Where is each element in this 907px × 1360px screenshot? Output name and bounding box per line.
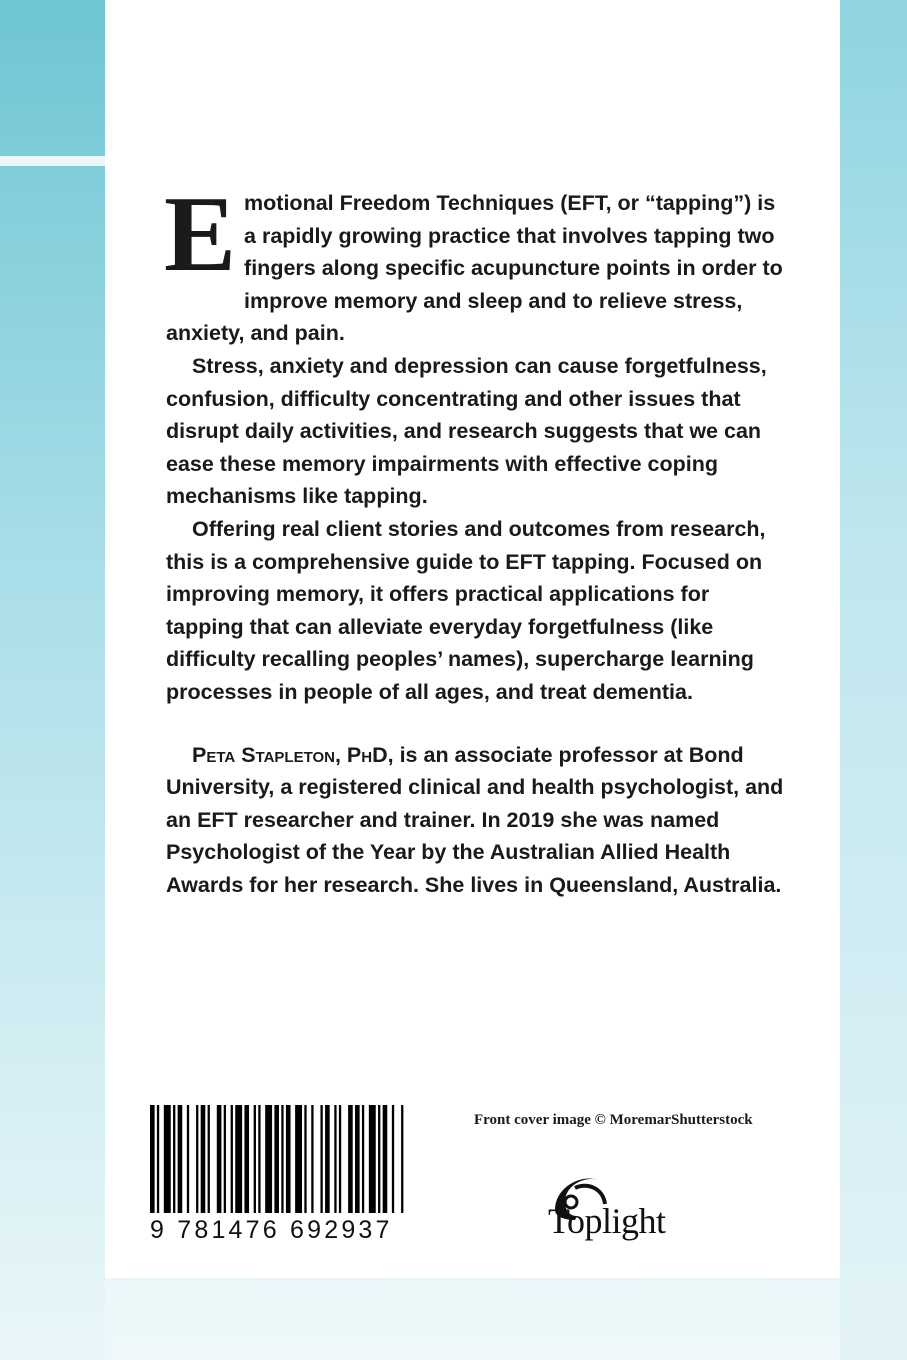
author-bio-text: , is an associate professor at Bond University, a registered clinical and health psychologist, and an EFT researcher and trainer. In 2019 she was named Psychologist of the Year by the Australian Allied Health Awards for her research. She lives in Queensland, Australia. <box>166 742 784 897</box>
cover-image-credit: Front cover image © MoremarShutterstock <box>474 1112 753 1128</box>
barcode-bar <box>150 1105 155 1213</box>
barcode-bar <box>178 1105 183 1213</box>
drop-cap: E <box>164 175 237 294</box>
barcode-bar <box>383 1105 388 1213</box>
barcode-bar <box>254 1105 256 1213</box>
left-white-stripe <box>0 156 105 166</box>
barcode-bar <box>231 1105 233 1213</box>
barcode-bar <box>362 1105 364 1213</box>
barcode-bar <box>265 1105 272 1213</box>
barcode-bar <box>187 1105 189 1213</box>
barcode-bar <box>157 1105 159 1213</box>
barcode-bar <box>196 1105 198 1213</box>
barcode-bar <box>311 1105 313 1213</box>
barcode-bar <box>217 1105 222 1213</box>
barcode-bar <box>304 1105 306 1213</box>
right-color-band <box>840 0 907 1360</box>
barcode-bar <box>224 1105 226 1213</box>
isbn-number: 9 781476 692937 <box>150 1216 393 1244</box>
paragraph-1-text: motional Freedom Techniques (EFT, or “tapping”) is a rapidly growing practice that involves tapping two fingers along specific acupuncture points in order to improve memory and sleep and to relieve stress, anxiety, and pain. <box>166 191 783 346</box>
barcode-bar <box>378 1105 380 1213</box>
barcode-bar <box>281 1105 283 1213</box>
description-paragraph-1 <box>164 175 786 350</box>
barcode-bar <box>208 1105 210 1213</box>
left-color-band <box>0 0 105 1360</box>
barcode-bar <box>401 1105 403 1213</box>
barcode-bar <box>334 1105 336 1213</box>
barcode-bar <box>339 1105 341 1213</box>
barcode-bar <box>258 1105 260 1213</box>
publisher-name: Toplight <box>548 1201 666 1241</box>
author-name: Peta Stapleton, PhD <box>192 742 388 767</box>
barcode-bar <box>392 1105 394 1213</box>
barcode-bar <box>369 1105 376 1213</box>
barcode-bar <box>320 1105 322 1213</box>
barcode-bars-icon <box>150 1105 408 1213</box>
back-cover-text <box>164 175 786 901</box>
barcode-bar <box>295 1105 302 1213</box>
barcode-bar <box>164 1105 171 1213</box>
author-bio <box>166 739 786 902</box>
barcode-bar <box>348 1105 353 1213</box>
barcode-bar <box>286 1105 291 1213</box>
barcode-bar <box>325 1105 330 1213</box>
description-paragraph-3: Offering real client stories and outcomes from research, this is a comprehensive guide to EFT tapping. Focused on improving memory, it offers practical applications for tapping that can alleviate everyday forgetfulness (like difficulty recalling peoples’ names), supercharge learning processes in people of all ages, and treat dementia. <box>166 516 766 704</box>
barcode-bar <box>201 1105 206 1213</box>
barcode-bar <box>355 1105 360 1213</box>
barcode-bar <box>274 1105 279 1213</box>
description-paragraph-2: Stress, anxiety and depression can cause forgetfulness, confusion, difficulty concentrating and other issues that disrupt daily activities, and research suggests that we can ease these memory impairments with effective coping mechanisms like tapping. <box>166 353 767 509</box>
barcode-bar <box>235 1105 242 1213</box>
barcode-bar <box>244 1105 249 1213</box>
barcode-bar <box>173 1105 175 1213</box>
